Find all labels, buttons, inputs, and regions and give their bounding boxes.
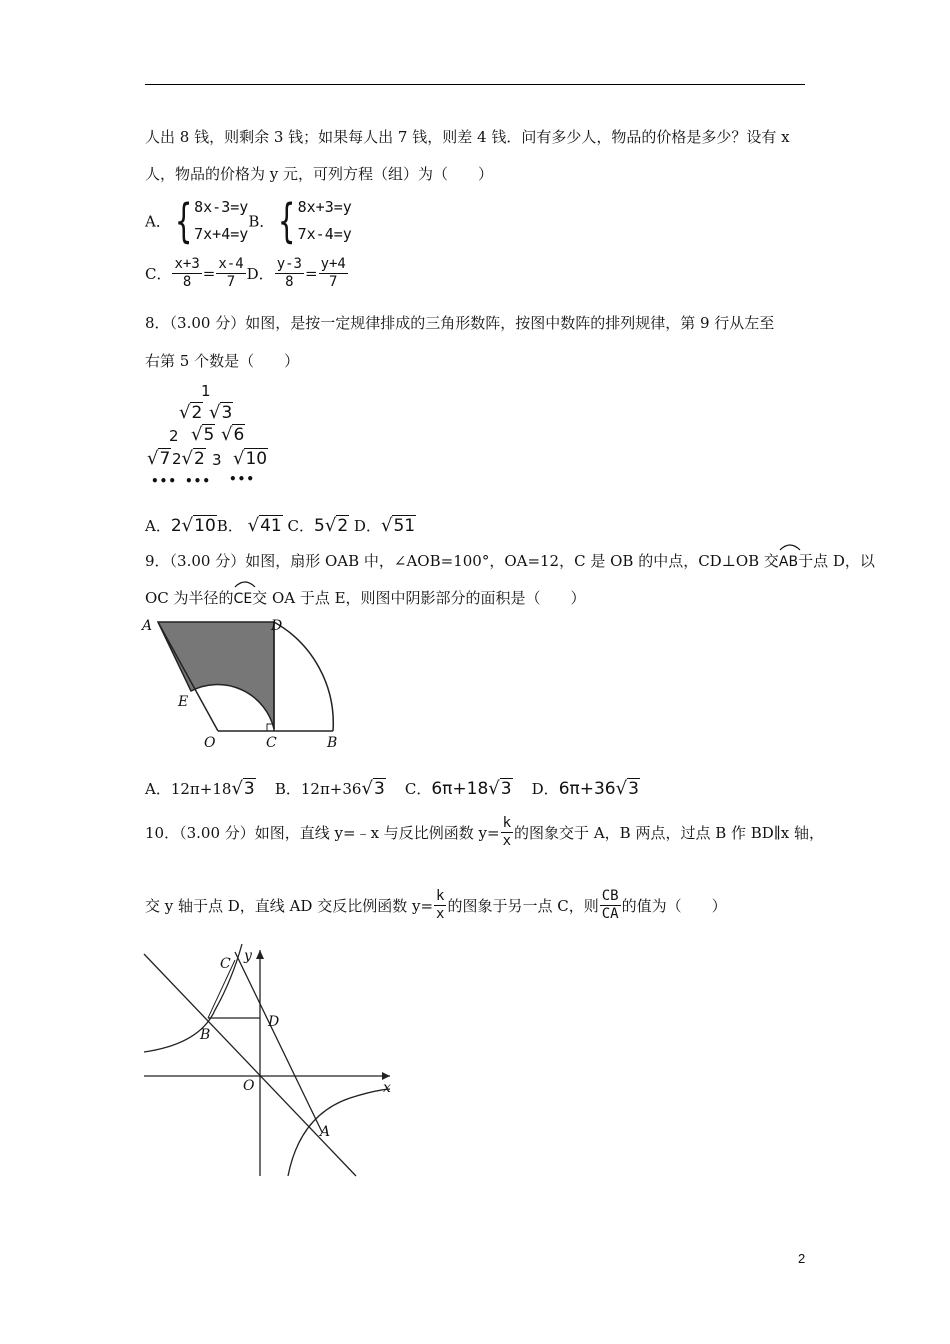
q9-sector-figure xyxy=(140,612,360,752)
q7-options-cd xyxy=(145,256,349,291)
q7-optD-label: D． xyxy=(246,265,274,283)
label-b: B xyxy=(200,1027,211,1043)
line-ad xyxy=(235,952,322,1132)
dots-icon: ••• xyxy=(185,474,212,488)
label-y: y xyxy=(244,948,252,964)
q8-options: A．2√10B． √41 C．5√2 D．√51 xyxy=(145,515,416,536)
dots-icon: ••• xyxy=(151,474,178,488)
label-c: C xyxy=(266,735,277,751)
q7-optD-frac1: $\frac{y-3}{8}$ xyxy=(276,256,302,290)
triangle-r3c: √6 xyxy=(221,424,245,445)
label-d: D xyxy=(271,618,283,634)
triangle-r2b: √3 xyxy=(209,402,233,423)
line-y-neg-x xyxy=(144,954,356,1176)
x-arrow-icon xyxy=(382,1072,390,1080)
q9-options: A．12π+18√3 B．12π+36√3 C．6π+18√3 D．6π+36√3 xyxy=(145,778,639,799)
triangle-r2a: √2 xyxy=(179,402,203,423)
triangle-r3b: √5 xyxy=(191,424,215,445)
q9-line1: 9．（3.00 分）如图，扇形 OAB 中，∠AOB=100°，OA=12，C 是 OB 的中点，CD⊥OB 交 AB于点 D，以 xyxy=(145,550,875,573)
q7-optD-frac2: $\frac{y+4}{7}$ xyxy=(320,256,346,290)
triangle-r4a: √7 xyxy=(147,448,171,469)
shaded-region xyxy=(158,622,274,729)
header-rule xyxy=(145,84,805,85)
frac-k-over-x: $\frac{k}{x}$ xyxy=(502,815,512,849)
brace-icon: { xyxy=(278,194,296,248)
q8-line1: 8．（3.00 分）如图，是按一定规律排成的三角形数阵，按图中数阵的排列规律，第 9 行从左至 xyxy=(145,314,775,332)
label-o: O xyxy=(204,735,216,751)
arc-ab: AB xyxy=(779,551,798,573)
triangle-r3a: 2 xyxy=(169,427,179,445)
q10-graph-figure xyxy=(140,940,400,1180)
q7-optA-label: A． xyxy=(145,212,171,231)
q7-optC-frac1: $\frac{x+3}{8}$ xyxy=(174,256,200,290)
q7-options-ab xyxy=(145,194,352,248)
q10-line1: 10．（3.00 分）如图，直线 y=﹣x 与反比例函数 y= $\frac{k}{x}$ 的图象交于 A，B 两点，过点 B 作 BD∥x 轴， xyxy=(145,815,824,849)
page-number: 2 xyxy=(798,1251,806,1266)
q7-line1: 人出 8 钱，则剩余 3 钱；如果每人出 7 钱，则差 4 钱．问有多少人，物品的价格是多少？设有 x xyxy=(145,128,790,146)
q7-optB-system: 8x+3=y 7x-4=y xyxy=(297,198,352,243)
arc-db xyxy=(274,622,333,731)
hyperbola-right-branch xyxy=(288,1089,390,1176)
frac-k-over-x: $\frac{k}{x}$ xyxy=(436,888,445,922)
label-o: O xyxy=(243,1078,255,1094)
q8-line2: 右第 5 个数是（ ） xyxy=(145,352,300,370)
q9-line2: OC 为半径的 CE交 OA 于点 E，则图中阴影部分的面积是（ ） xyxy=(145,587,586,610)
label-a: A xyxy=(142,618,153,634)
equals-sign: = xyxy=(304,264,318,283)
triangle-r4b: 2√2 xyxy=(172,448,205,469)
label-a: A xyxy=(320,1124,331,1140)
y-arrow-icon xyxy=(256,950,264,959)
arc-ce: CE xyxy=(234,588,253,610)
q8-number-triangle xyxy=(145,380,275,490)
triangle-r4c: 3 xyxy=(212,451,222,469)
label-d: D xyxy=(268,1014,280,1030)
brace-icon: { xyxy=(174,194,193,248)
label-x: x xyxy=(383,1080,391,1096)
label-c: C xyxy=(220,956,231,972)
q7-optC-label: C． xyxy=(145,265,172,283)
triangle-r4d: √10 xyxy=(233,448,268,469)
q7-optA-system: 8x-3=y 7x+4=y xyxy=(194,198,249,243)
triangle-r1: 1 xyxy=(201,382,211,400)
frac-cb-over-ca: $\frac{CB}{CA}$ xyxy=(601,888,619,922)
equals-sign: = xyxy=(202,264,216,283)
dots-icon: ••• xyxy=(229,472,256,486)
q7-line2: 人，物品的价格为 y 元，可列方程（组）为（ ） xyxy=(145,165,494,183)
label-e: E xyxy=(178,694,189,710)
q7-optB-label: B． xyxy=(248,212,275,231)
label-b: B xyxy=(327,735,338,751)
q10-line2: 交 y 轴于点 D，直线 AD 交反比例函数 y= $\frac{k}{x}$ 的图象于另一点 C，则 $\frac{CB}{CA}$ 的值为（ ） xyxy=(145,888,727,922)
q7-optC-frac2: $\frac{x-4}{7}$ xyxy=(218,256,244,290)
